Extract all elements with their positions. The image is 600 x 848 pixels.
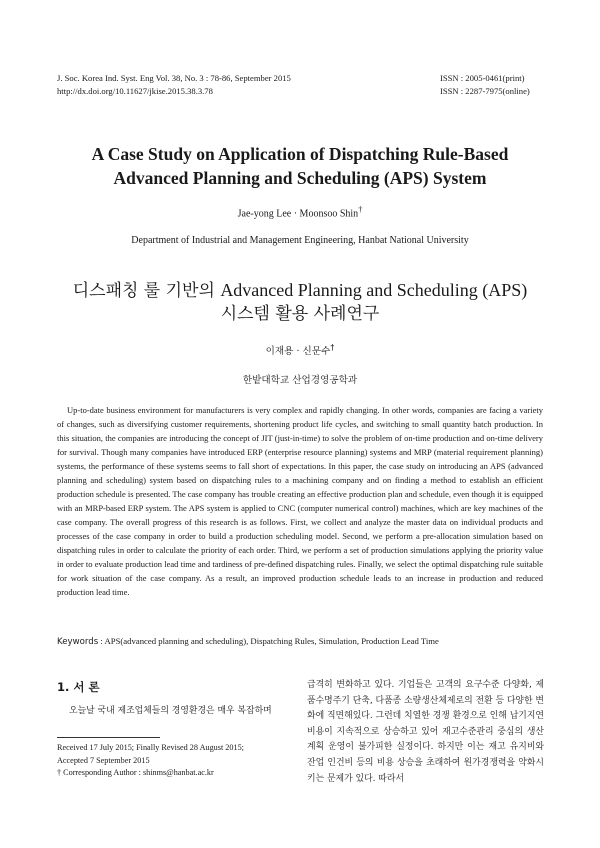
title-english-line2: Advanced Planning and Scheduling (APS) System xyxy=(113,168,487,188)
title-korean-line2: 시스템 활용 사례연구 xyxy=(220,304,380,324)
footnote-corresponding: † Corresponding Author : shinms@hanbat.ac.kr xyxy=(57,768,214,777)
keywords xyxy=(57,636,543,647)
intro-paragraph-right: 급격히 변화하고 있다. 기업들은 고객의 요구수준 다양화, 제품수명주기 단축, 다품종 소량생산체제로의 전환 등 다양한 변화에 직면해있다. 그런데 치열한 경쟁 환경으로 인해 납기지연 비용이 지속적으로 상승하고 있어 재고수준관리 중심의 생산계획 운영이 불가피한 실정이다. 하지만 이는 재고 유지비와 잔업 인건비 등의 비용 상승을 초래하여 원가경쟁력을 약화시키는 문제가 있다. 따라서 xyxy=(307,680,544,784)
journal-citation: J. Soc. Korea Ind. Syst. Eng Vol. 38, No. 3 : 78-86, September 2015 xyxy=(57,73,291,83)
title-korean-line1-ko: 디스패칭 룰 기반의 xyxy=(72,281,215,301)
section-heading-introduction: 1. 서 론 xyxy=(57,680,100,694)
issn-block xyxy=(440,72,530,98)
authors-english xyxy=(0,205,600,219)
affiliation-korean: 한밭대학교 산업경영공학과 xyxy=(242,375,358,386)
keywords-separator: : xyxy=(98,636,105,646)
abstract: Up-to-date business environment for manufacturers is very complex and rapidly changing. In other words, companies are facing a variety of changes, such as diversifying customer requirements, shortening product life cycles, and switching to small quantity batch production. In this situation, the companies are introducing the concept of JIT (just-in-time) to solve the problem of on-time production and on-time delivery for survival. Though many companies have introduced ERP (enterprise resource planning) systems and MRP (material requirement planning) systems, the performance of these systems seems to fall short of expectations. In this paper, the case study on introducing an APS (advanced planning and scheduling) system based on dispatching rules to a machining company and on finding a method to establish an efficient production schedule is presented. The case company has trouble creating an effective production plan and schedule, even though it is equipped with an MRP-based ERP system. The APS system is applied to CNC (computer numerical control) machines, which are key machines of the case company. The overall progress of this research is as follows. First, we collect and analyze the master data on individual products and processes of the case company in order to build a production scheduling model. Second, we perform a pre-allocation simulation based on dispatching rules in order to calculate the priority of each order. Third, we perform a set of production simulations applying the priority value in order to evaluate production lead time and tardiness of pre-defined dispatching rules. Finally, we select the optimal dispatching rule suitable for work situation of the case company. As a result, an improved production schedule leads to an increase in production and reduced production lead time. xyxy=(57,405,543,597)
keywords-text: APS(advanced planning and scheduling), Dispatching Rules, Simulation, Production Lead Time xyxy=(104,636,439,646)
title-korean xyxy=(40,279,560,326)
affiliation-english: Department of Industrial and Management Engineering, Hanbat National University xyxy=(131,235,469,246)
keywords-label: Keywords xyxy=(57,637,99,647)
authors-english-names: Jae-yong Lee · Moonsoo Shin xyxy=(237,208,359,220)
footnote-divider xyxy=(57,737,160,738)
title-korean-line1-en: Advanced Planning and Scheduling (APS) xyxy=(220,280,528,300)
footnote-received: Received 17 July 2015; Finally Revised 28 August 2015; xyxy=(57,743,244,752)
corresponding-mark-ko: † xyxy=(330,343,335,352)
doi-link[interactable]: http://dx.doi.org/10.11627/jkise.2015.38.3.78 xyxy=(57,86,213,96)
issn-online: ISSN : 2287-7975(online) xyxy=(440,86,530,96)
journal-header xyxy=(57,72,291,98)
title-korean-line1 xyxy=(40,279,560,303)
intro-paragraph-left: 오늘날 국내 제조업체들의 경영환경은 매우 복잡하며 xyxy=(69,706,272,716)
footnotes xyxy=(57,742,297,780)
authors-korean-names: 이재용 · 신문수 xyxy=(265,346,331,358)
title-english-line1: A Case Study on Application of Dispatching Rule-Based xyxy=(91,144,509,164)
issn-print: ISSN : 2005-0461(print) xyxy=(440,73,525,83)
title-english xyxy=(40,142,560,190)
footnote-accepted: Accepted 7 September 2015 xyxy=(57,755,150,765)
corresponding-mark: † xyxy=(358,205,363,214)
authors-korean xyxy=(0,343,600,357)
